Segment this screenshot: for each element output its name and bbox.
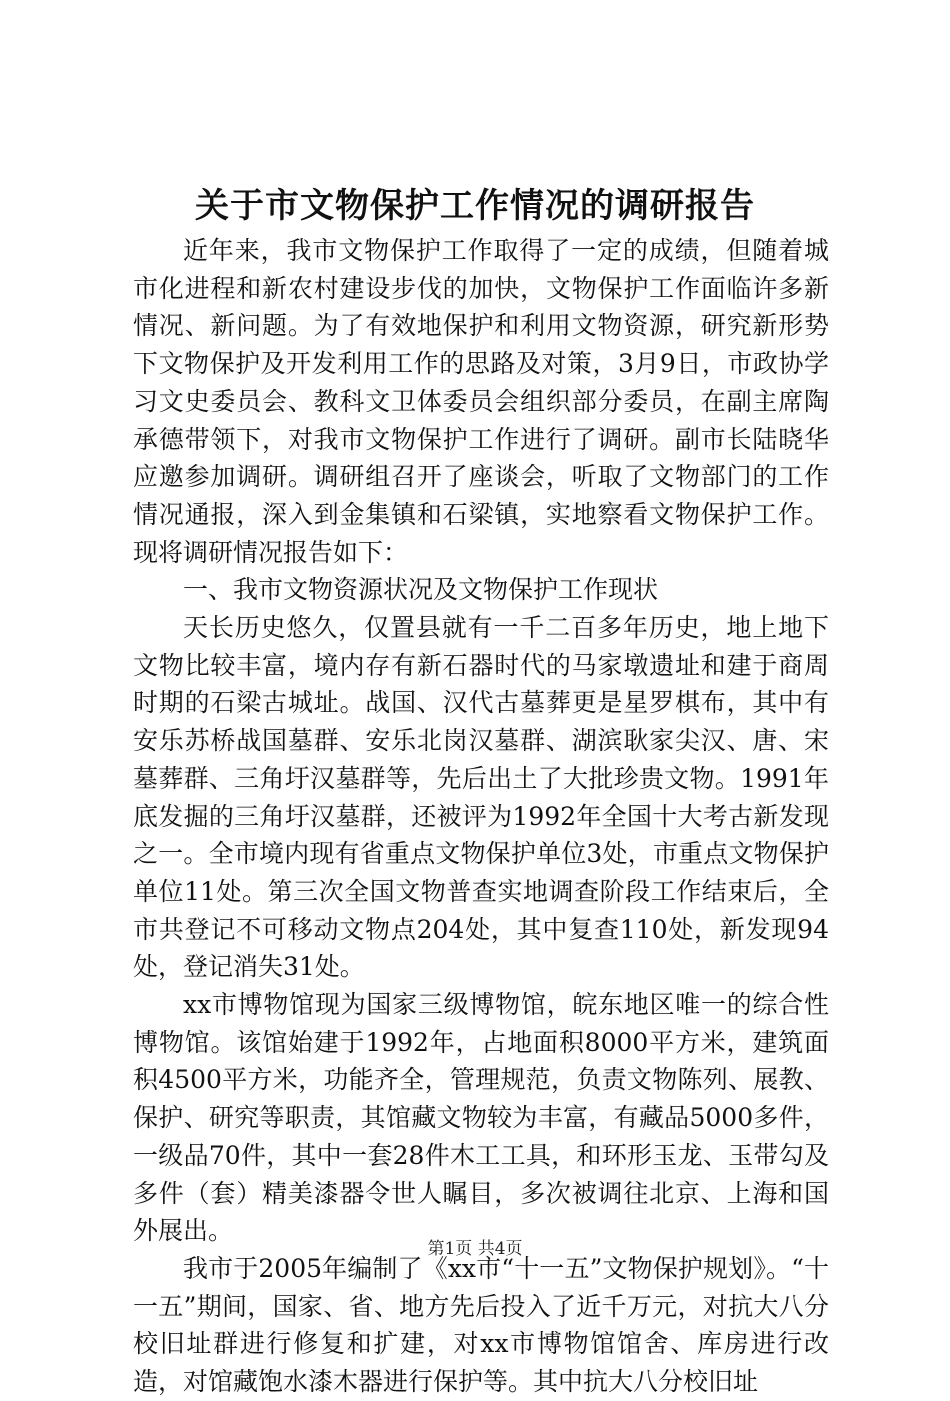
section-heading: 一、我市文物资源状况及文物保护工作现状 xyxy=(183,575,659,605)
paragraph-history: 天长历史悠久，仅置县就有一千二百多年历史，地上地下文物比较丰富，境内存有新石器时代的马家墩遗址和建于商周时期的石梁古城址。战国、汉代古墓葬更是星罗棋布，其中有安乐苏桥战国墓群、安乐北岗汉墓群、湖滨耿家尖汉、唐、宋墓葬群、三角圩汉墓群等，先后出土了大批珍贵文物。1991年底发掘的三角圩汉墓群，还被评为1992年全国十大考古新发现之一。全市境内现有省重点文物保护单位3处，市重点文物保护单位11处。第三次全国文物普查实地调查阶段工作结束后，全市共登记不可移动文物点204处，其中复查110处，新发现94处，登记消失31处。 xyxy=(133,613,829,982)
paragraph-intro: 近年来，我市文物保护工作取得了一定的成绩，但随着城市化进程和新农村建设步伐的加快，文物保护工作面临许多新情况、新问题。为了有效地保护和利用文物资源，研究新形势下文物保护及开发利用工作的思路及对策，3月9日，市政协学习文史委员会、教科文卫体委员会组织部分委员，在副主席陶承德带领下，对我市文物保护工作进行了调研。副市长陆晓华应邀参加调研。调研组召开了座谈会，听取了文物部门的工作情况通报，深入到金集镇和石梁镇，实地察看文物保护工作。现将调研情况报告如下： xyxy=(133,236,829,567)
page-number-footer: 第1页 共4页 xyxy=(427,1239,523,1259)
document-body xyxy=(133,232,829,1401)
paragraph-museum: xx市博物馆现为国家三级博物馆，皖东地区唯一的综合性博物馆。该馆始建于1992年，占地面积8000平方米，建筑面积4500平方米，功能齐全，管理规范，负责文物陈列、展教、保护、研究等职责，其馆藏文物较为丰富，有藏品5000多件，一级品70件，其中一套28件木工工具，和环形玉龙、玉带勾及多件（套）精美漆器令世人瞩目，多次被调往北京、上海和国外展出。 xyxy=(133,990,829,1246)
document-title: 关于市文物保护工作情况的调研报告 xyxy=(195,186,755,226)
paragraph-plan: 我市于2005年编制了《xx市“十一五”文物保护规划》。“十一五”期间，国家、省、地方先后投入了近千万元，对抗大八分校旧址群进行修复和扩建，对xx市博物馆馆舍、库房进行改造，对馆藏饱水漆木器进行保护等。其中抗大八分校旧址 xyxy=(133,1253,829,1397)
